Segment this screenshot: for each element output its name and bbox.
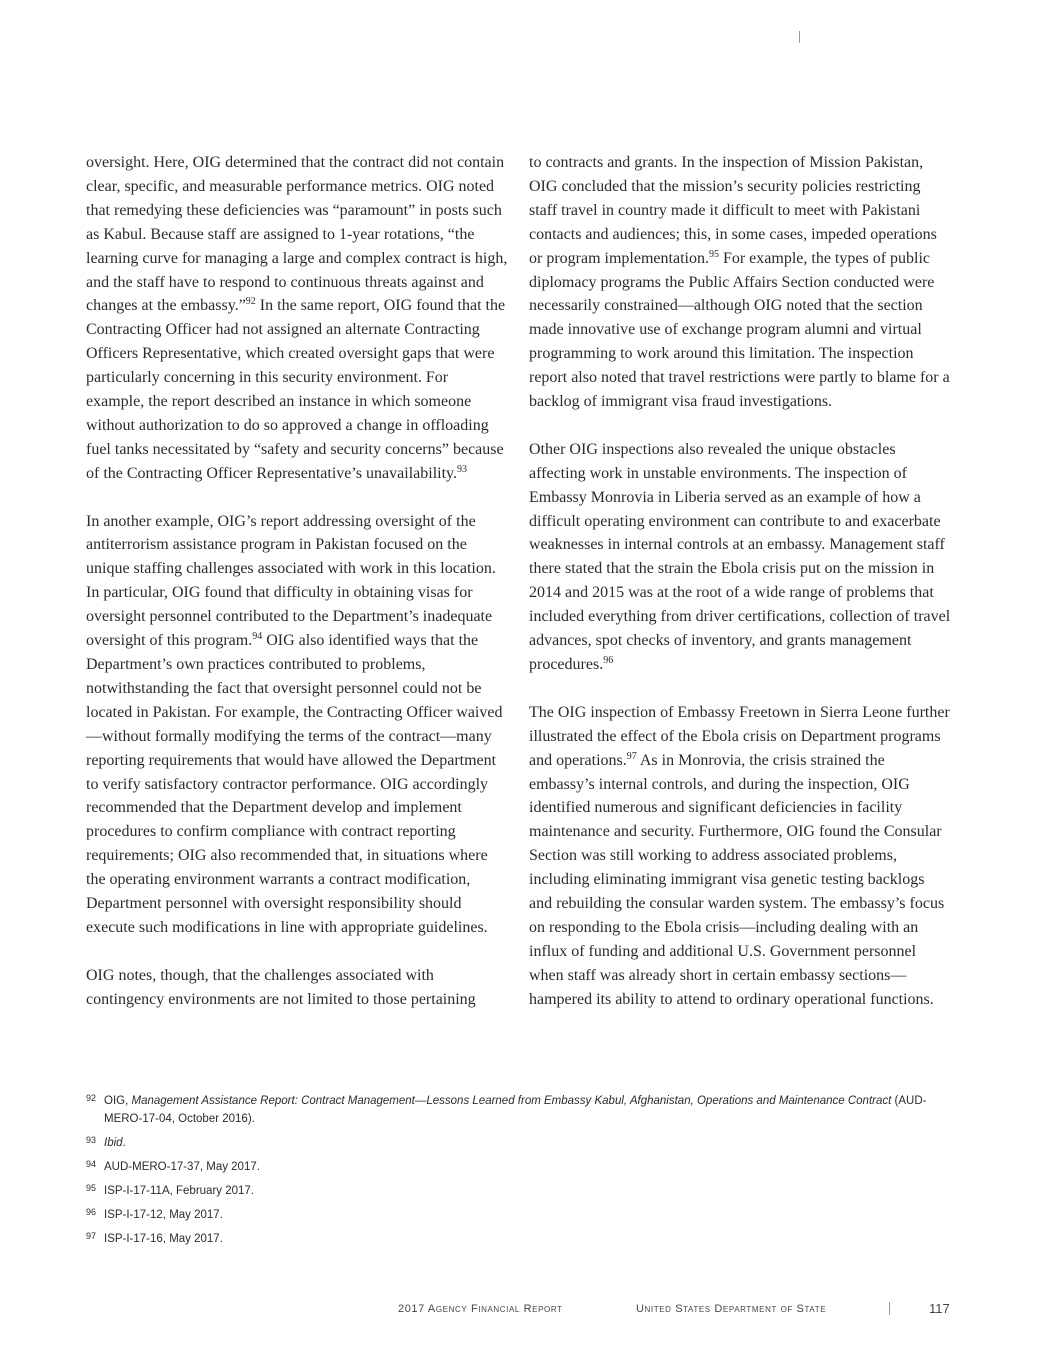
paragraph: The OIG inspection of Embassy Freetown in Sierra Leone further illustrated the effect of the Ebola crisis on Department programs and operations.$^{97}$ As in Monrovia, the crisis strained the embassy’s internal controls, and during the inspection, OIG identified numerous and significant deficiencies in facility maintenance and security. Furthermore, OIG found the Consular Section was still working to address associated problems, including eliminating immigrant visa genetic testing backlogs and rebuilding the consular warden system. The embassy’s focus on responding to the Ebola crisis—including dealing with an influx of funding and additional U.S. Government personnel when staff was already short in certain embassy sections—hampered its ability to attend to ordinary operational functions. xyxy=(529,703,950,1008)
page-number: 117 xyxy=(929,1301,950,1316)
footnote-number: 94 xyxy=(86,1159,97,1169)
footer-divider xyxy=(889,1302,890,1315)
footnote-number: 96 xyxy=(86,1207,97,1217)
left-column xyxy=(86,151,508,1012)
footnote-number: 97 xyxy=(86,1231,97,1241)
department-name: United States Department of State xyxy=(636,1303,827,1315)
paragraph: to contracts and grants. In the inspection of Mission Pakistan, OIG concluded that the mission’s security policies restricting staff travel in country made it difficult to meet with Pakistani contacts and audiences; this, in some cases, impeded operations or program implementation.$^{95}$ For example, the types of public diplomacy programs the Public Affairs Section conducted were necessarily constrained—although OIG noted that the section made innovative use of exchange program alumni and virtual programming to work around this limitation. The inspection report also noted that travel restrictions were partly to blame for a backlog of immigrant visa fraud investigations. xyxy=(529,154,950,411)
paragraph: Other OIG inspections also revealed the unique obstacles affecting work in unstable environments. The inspection of Embassy Monrovia in Liberia served as an example of how a difficult operating environment can contribute to and exacerbate weaknesses in internal controls at an embassy. Management staff there stated that the strain the Ebola crisis put on the mission in 2014 and 2015 was at the root of a wide range of problems that included everything from driver certifications, collection of travel advances, spot checks of inventory, and grants management procedures.$^{96}$ xyxy=(529,440,951,674)
footnote-ref[interactable]: 93 xyxy=(457,463,467,475)
paragraph: In another example, OIG’s report addressing oversight of the antiterrorism assistance program in Pakistan focused on the unique staffing challenges associated with work in this location. In particular, OIG found that difficulty in obtaining visas for oversight personnel contributed to the Department’s inadequate oversight of this program.$^{94}$ OIG also identified ways that the Department’s own practices contributed to problems, notwithstanding the fact that oversight personnel could not be located in Pakistan. For example, the Contracting Officer waived—without formally modifying the terms of the contract—many reporting requirements that would have allowed the Department to verify satisfactory contractor performance. OIG accordingly recommended that the Department develop and implement procedures to confirm compliance with contract reporting requirements; OIG also recommended that, in situations where the operating environment warrants a contract modification, Department personnel with oversight responsibility should execute such modifications in line with appropriate guidelines. xyxy=(86,512,503,936)
footnote-number: 93 xyxy=(86,1135,97,1145)
footnote-94: 94 AUD-MERO-17-37, May 2017. xyxy=(86,1158,956,1176)
report-title: 2017 Agency Financial Report xyxy=(398,1303,563,1315)
right-column xyxy=(529,151,951,1012)
paragraph: OIG notes, though, that the challenges associated with contingency environments are not limited to those pertaining xyxy=(86,966,476,1008)
paragraph: oversight. Here, OIG determined that the contract did not contain clear, specific, and measurable performance metrics. OIG noted that remedying these deficiencies was “paramount” in posts such as Kabul. Because staff are assigned to 1-year rotations, “the learning curve for managing a large and complex contract is high, and the staff have to respond to continuous threats against and changes at the embassy.”$^{92}$ In the same report, OIG found that the Contracting Officer had not assigned an alternate Contracting Officers Representative, which created oversight gaps that were particularly concerning in this security environment. For example, the report described an instance in which someone without authorization to do so approved a change in offloading fuel tanks necessitated by “safety and security concerns” because of the Contracting Officer Representative’s unavailability.$^{93}$ xyxy=(86,154,508,482)
page-footer xyxy=(0,1301,1043,1317)
footnote-ref[interactable]: 92 xyxy=(245,296,256,308)
footnote-93: 93 Ibid. xyxy=(86,1134,956,1152)
footnotes xyxy=(86,1092,956,1254)
footnote-96: 96 ISP-I-17-12, May 2017. xyxy=(86,1206,956,1224)
footnote-92: 92 OIG, Management Assistance Report: Contract Management—Lessons Learned from Embassy Kabul, Afghanistan, Operations and Maintenance Contract (AUD-MERO-17-04, October 2016). xyxy=(86,1092,956,1128)
footnote-ref[interactable]: 97 xyxy=(626,750,637,762)
footnote-97: 97 ISP-I-17-16, May 2017. xyxy=(86,1230,956,1248)
footnote-ref[interactable]: 94 xyxy=(252,631,263,643)
footnote-ref[interactable]: 96 xyxy=(603,655,614,667)
footnote-ref[interactable]: 95 xyxy=(708,248,719,260)
footnote-95: 95 ISP-I-17-11A, February 2017. xyxy=(86,1182,956,1200)
footnote-number: 95 xyxy=(86,1183,97,1193)
header-divider xyxy=(799,31,800,43)
footnote-number: 92 xyxy=(86,1093,97,1103)
